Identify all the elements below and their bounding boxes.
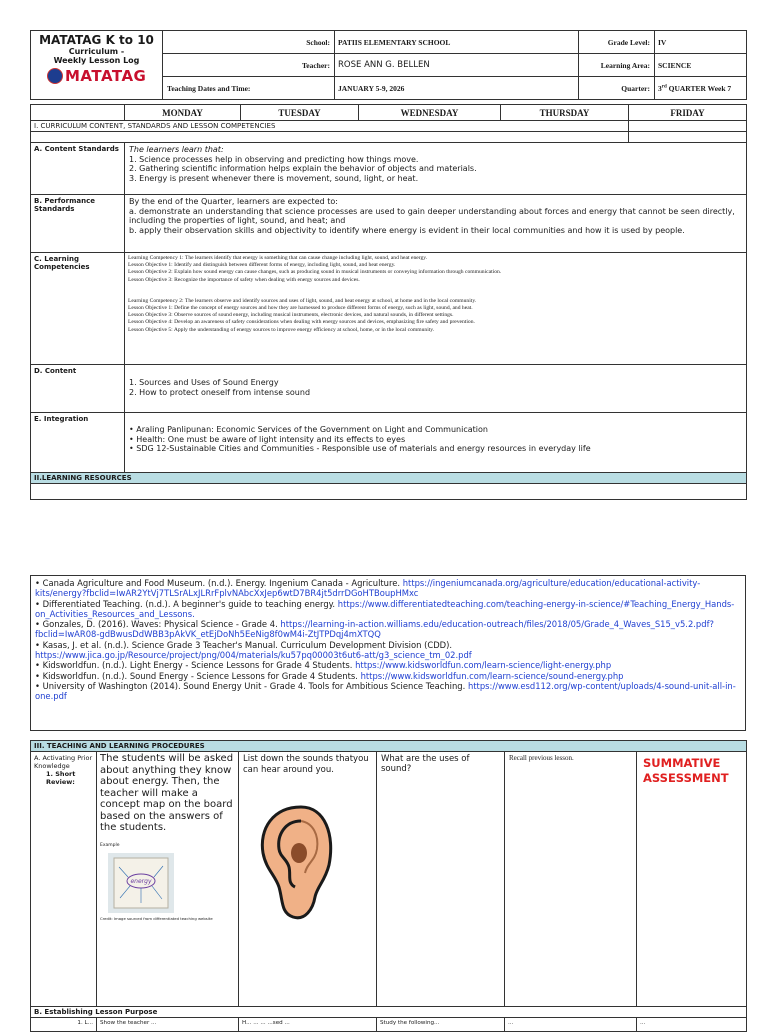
friday-cell: [637, 752, 747, 1007]
content-item: 1. Sources and Uses of Sound Energy: [129, 378, 279, 387]
integration-label: E. Integration: [31, 413, 125, 473]
teacher-label: Teacher:: [163, 54, 335, 77]
day-friday: FRIDAY: [629, 105, 747, 121]
day-wednesday: WEDNESDAY: [359, 105, 501, 121]
reference-link[interactable]: https://learning-in-action.williams.edu/education-outreach/files/2018/05/Grade_4_Waves_S15_v5.2.pdf?fbclid=IwAR08-gdBwusDdWBB3pAkVK_etEjDoNh5EeNig8f0wM4i-ZtJTPDqj4mXTQQ: [35, 619, 714, 640]
reference-link[interactable]: https://www.differentiatedteaching.com/teaching-energy-in-science/#Teaching_Energy_Hands-on_Activities_Resources_and_Lessons.: [35, 598, 735, 619]
cropped-row: [31, 1018, 747, 1032]
competency-line: Lesson Objective 3: Recognize the importance of safety when dealing with energy sources and devices.: [128, 276, 360, 283]
concept-map-image: [108, 853, 174, 913]
content-standard-item: 1. Science processes help in observing and predicting how things move.: [129, 154, 419, 164]
dates-value: JANUARY 5-9, 2026: [335, 77, 579, 100]
integration-item: • Araling Panlipunan: Economic Services of the Government on Light and Communication: [129, 425, 488, 434]
content-standard-item: 2. Gathering scientific information helps explain the behavior of objects and materials.: [129, 164, 477, 173]
integration-item: • SDG 12-Sustainable Cities and Communities - Responsible use of materials and energy resources in everyday life: [129, 444, 591, 453]
performance-standard-item: b. apply their observation skills and objectivity to identify where energy is evident in their local communities and how it is used by people.: [129, 225, 685, 235]
content-label: D. Content: [31, 365, 125, 413]
resources-table: [30, 575, 746, 731]
wednesday-cell: [377, 752, 505, 1007]
cropped-cell: Study the following...: [377, 1018, 505, 1032]
wednesday-activity: What are the uses of sound?: [381, 754, 470, 774]
tuesday-activity: List down the sounds thatyou can hear around you.: [243, 754, 369, 775]
cropped-cell: ...: [637, 1018, 747, 1032]
reference-link[interactable]: https://www.kidsworldfun.com/learn-science/light-energy.php: [355, 660, 612, 671]
reference-entry: • Canada Agriculture and Food Museum. (n.d.). Energy. Ingenium Canada - Agriculture. https://ingeniumcanada.org/agriculture/education/educational-activity-kits/energy?fbclid=IwAR2YtVj7TLSrALxJLRrFplvNAbcXxJep6wtD7BR4jt5drrDGoHTBoupHMxc: [35, 578, 701, 599]
day-tuesday: TUESDAY: [241, 105, 359, 121]
quarter-number: 3: [658, 83, 662, 93]
reference-link[interactable]: https://ingeniumcanada.org/agriculture/education/educational-activity-kits/energy?fbclid=IwAR2YtVj7TLSrALxJLRrFplvNAbcXxJep6wtD7BR4jt5drrDGoHTBoupHMxc: [35, 578, 701, 599]
school-label: School:: [163, 31, 335, 54]
content-item: 2. How to protect oneself from intense sound: [129, 387, 311, 397]
day-header-row: [31, 105, 747, 121]
day-monday: MONDAY: [125, 105, 241, 121]
cropped-cell: Show the teacher ...: [97, 1018, 239, 1032]
tuesday-cell: [239, 752, 377, 1007]
activating-row: [31, 752, 747, 1007]
content-standards-intro: The learners learn that:: [129, 145, 224, 154]
concept-map-credit: Credit: Image sourced from differentiated teaching website: [100, 916, 213, 921]
thursday-activity: Recall previous lesson.: [509, 754, 574, 762]
program-subtitle-1: Curriculum -: [68, 47, 125, 56]
integration-row: [31, 413, 747, 473]
performance-standard-item: a. demonstrate an understanding that science processes are used to gain deeper understanding about forces and energy that cannot be seen directly, including the properties of light, sound, and heat; and: [129, 206, 735, 225]
program-title: MATATAG K to 10: [39, 33, 154, 47]
summative-assessment: SUMMATIVE ASSESSMENT: [643, 756, 729, 785]
program-subtitle-2: Weekly Lesson Log: [53, 56, 140, 65]
competencies-row: [31, 253, 747, 365]
school-value: PATIIS ELEMENTARY SCHOOL: [335, 31, 579, 54]
reference-link[interactable]: https://www.kidsworldfun.com/learn-science/sound-energy.php: [360, 670, 624, 681]
performance-standards-row: [31, 195, 747, 253]
reference-entry: • Kidsworldfun. (n.d.). Light Energy - Science Lessons for Grade 4 Students. https://www.kidsworldfun.com/learn-science/light-energy.php: [35, 660, 612, 671]
deped-seal-icon: [47, 68, 63, 84]
dates-label: Teaching Dates and Time:: [163, 77, 335, 100]
section-b-heading: B. Establishing Lesson Purpose: [31, 1007, 747, 1018]
competency-line: Lesson Objective 3: Observe sources of sound energy, including musical instruments, electronic devices, and natural sounds, in different settings.: [128, 312, 454, 319]
cropped-cell: 1. L...: [31, 1018, 97, 1032]
svg-text:energy: energy: [130, 878, 152, 885]
ear-icon: [253, 801, 333, 921]
grade-label: Grade Level:: [579, 31, 655, 54]
reference-entry: • Gonzales, D. (2016). Waves: Physical Science - Grade 4. https://learning-in-action.williams.edu/education-outreach/files/2018/05/Grade_4_Waves_S15_v5.2.pdf?fbclid=IwAR08-gdBwusDdWBB3pAkVK_etEjDoNh5EeNig8f0wM4i-ZtJTPDqj4mXTQQ: [35, 619, 714, 640]
reference-entry: • Kidsworldfun. (n.d.). Sound Energy - Science Lessons for Grade 4 Students. https://www.kidsworldfun.com/learn-science/sound-energy.php: [35, 670, 624, 681]
competency-line: Lesson Objective 1: Define the concept of energy sources and how they are harnessed to produce different forms of energy, such as light, sound, and heat.: [128, 305, 473, 312]
program-block: [31, 31, 163, 100]
area-label: Learning Area:: [579, 54, 655, 77]
monday-activity: The students will be asked about anything they know about energy. Then, the teacher will make a concept map on the board based on the answers of the students.: [100, 753, 234, 833]
activating-label: A. Activating Prior Knowledge: [34, 754, 93, 770]
concept-map-caption: Example: [100, 842, 120, 848]
competency-line: Learning Competency 2: The learners observe and identify sources and uses of light, sound, and heat energy at school, at home and in the local community.: [128, 297, 477, 304]
section-3-heading: III. TEACHING AND LEARNING PROCEDURES: [31, 741, 747, 752]
matatag-logo: MATATAG: [65, 67, 147, 85]
reference-entry: • University of Washington (2014). Sound Energy Unit - Grade 4. Tools for Ambitious Science Teaching. https://www.esd112.org/wp-content/uploads/4-sound-unit-all-in-one.pdf: [35, 680, 736, 702]
teacher-value: ROSE ANN G. BELLEN: [335, 54, 579, 77]
competency-line: Lesson Objective 5: Apply the understanding of energy sources to improve energy efficiency at school, home, or in the local community.: [128, 326, 435, 333]
reference-entry: • Kasas, J. et al. (n.d.). Science Grade 3 Teacher's Manual. Curriculum Development Division (CDD). https://www.jica.go.jp/Resource/project/png/004/materials/ku57pq00003t6ut6-att/g3_science_tm_02.pdf: [35, 639, 472, 661]
grade-value: IV: [655, 31, 747, 54]
integration-item: • Health: One must be aware of light intensity and its effects to eyes: [129, 434, 406, 444]
quarter-week: QUARTER Week 7: [668, 83, 732, 93]
short-review-label: 1. Short Review:: [46, 770, 76, 786]
references-cell: [31, 576, 746, 731]
area-value: SCIENCE: [655, 54, 747, 77]
day-thursday: THURSDAY: [501, 105, 629, 121]
competency-line: Lesson Objective 1: Identify and distinguish between different forms of energy, including light, sound, and heat energy.: [128, 262, 396, 269]
reference-link[interactable]: https://www.esd112.org/wp-content/uploads/4-sound-unit-all-in-one.pdf: [35, 680, 736, 702]
content-row: [31, 365, 747, 413]
monday-cell: [97, 752, 239, 1007]
competency-line: Learning Competency 1: The learners identify that energy is something that can cause change including light, sound, and heat energy.: [128, 255, 428, 261]
quarter-value: [655, 77, 747, 100]
section-2-heading: II.LEARNING RESOURCES: [31, 473, 747, 484]
lesson-log-table: [30, 104, 747, 500]
competencies-label: C. Learning Competencies: [31, 253, 125, 365]
thursday-cell: [505, 752, 637, 1007]
performance-standards-label: B. Performance Standards: [31, 195, 125, 253]
header-table: [30, 30, 747, 100]
cropped-cell: H... ... ... ...sed ...: [239, 1018, 377, 1032]
reference-entry: • Differentiated Teaching. (n.d.). A beginner's guide to teaching energy. https://www.differentiatedteaching.com/teaching-energy-in-science/#Teaching_Energy_Hands-on_Activities_Resources_and_Lessons.: [35, 598, 735, 619]
competency-line: Lesson Objective 2: Explain how sound energy can cause changes, such as producing sound in musical instruments or conveying information through communication.: [128, 269, 502, 276]
cropped-cell: ...: [505, 1018, 637, 1032]
quarter-suffix: rd: [661, 84, 667, 89]
content-standards-row: [31, 143, 747, 195]
section-1-heading: I. CURRICULUM CONTENT, STANDARDS AND LESSON COMPETENCIES: [31, 121, 629, 132]
content-standard-item: 3. Energy is present whenever there is movement, sound, light, or heat.: [129, 173, 419, 183]
content-standards-label: A. Content Standards: [31, 143, 125, 195]
quarter-label: Quarter:: [579, 77, 655, 100]
section-3-row: [31, 741, 747, 752]
reference-link[interactable]: https://www.jica.go.jp/Resource/project/png/004/materials/ku57pq00003t6ut6-att/g3_science_tm_02.pdf: [35, 650, 472, 661]
section-2-row: [31, 473, 747, 484]
procedures-table: [30, 740, 747, 1032]
performance-standards-intro: By the end of the Quarter, learners are expected to:: [129, 197, 338, 206]
competency-line: Lesson Objective 4: Develop an awareness of safety considerations when dealing with energy sources and devices, emphasizing fire safety and prevention.: [128, 319, 475, 326]
